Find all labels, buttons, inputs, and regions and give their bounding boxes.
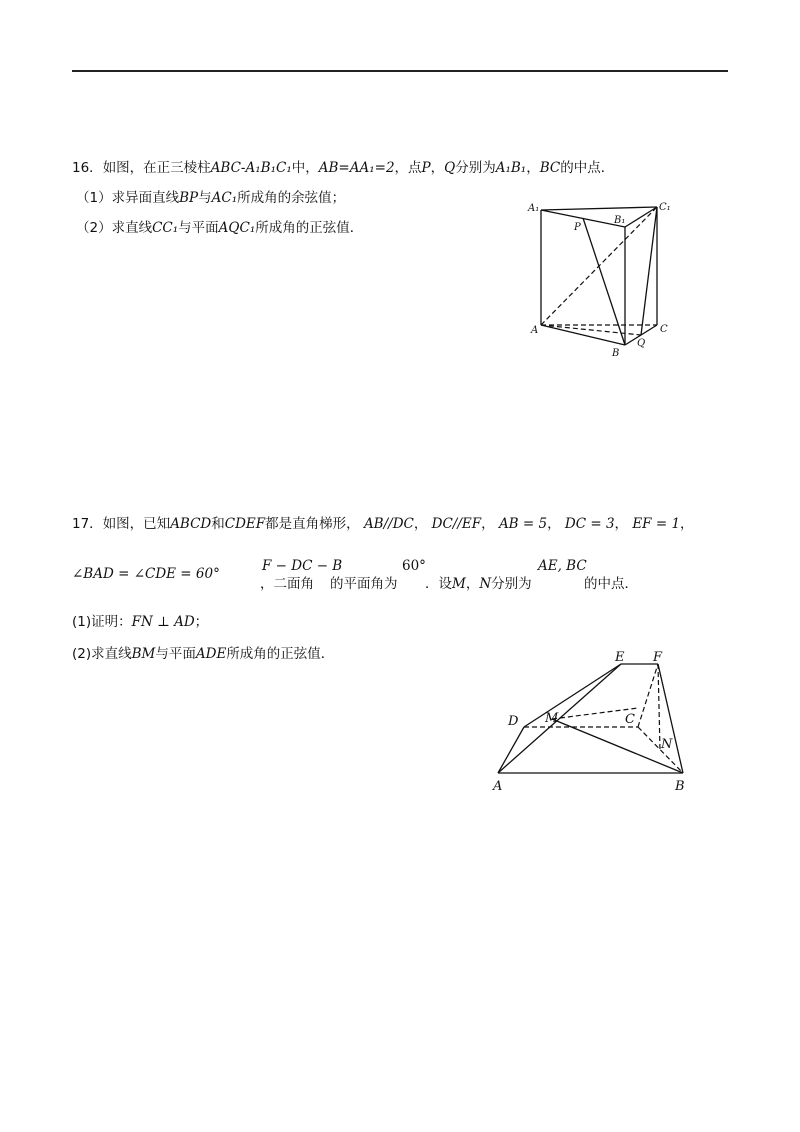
q16-part1: （1）求异面直线BP与AC₁所成角的余弦值； [76,190,346,206]
q17-let: ．设M，N分别为 [425,576,532,592]
q17-deg: 60° [402,558,426,574]
q17-dihedral-b: 的平面角为 [330,576,398,592]
trapezoid-figure [488,644,700,796]
segment-bp [583,218,625,345]
edge-de [524,664,621,727]
q17-stem-line1: 17．如图，已知ABCD和CDEF都是直角梯形， AB//DC， DC//EF， AB = 5， DC = 3， EF = 1， [72,516,694,532]
segment-aq-dashed [541,325,641,335]
segment-ac1-dashed [541,207,657,325]
label-b1: B₁ [614,215,626,226]
edge-a1c1 [541,207,657,210]
edge-fb [658,664,683,773]
label-b: B [675,779,685,794]
label-p: P [574,222,581,233]
label-e: E [615,650,625,665]
prism-figure [520,196,680,366]
q17-part1: (1)证明：FN ⊥ AD； [72,614,209,630]
q16-stem: 16．如图，在正三棱柱ABC-A₁B₁C₁中，AB=AA₁=2，点P，Q分别为A₁B₁，BC的中点． [72,160,615,176]
label-f: F [653,650,663,665]
label-c: C [625,712,635,727]
q17-dihedral-expr: F − DC − B [262,558,343,574]
label-c: C [660,324,668,335]
label-a: A [493,779,503,794]
q17-let-c: 的中点． [584,576,638,592]
label-n: N [661,737,673,752]
segment-c1q [641,207,657,335]
label-q: Q [637,338,646,349]
q17-angles: ∠BAD = ∠CDE = 60° [72,566,220,582]
edge-cf-dashed [638,664,658,727]
edge-ad [498,727,524,773]
q17-aebc: AE, BC [538,558,587,574]
q16-number: 16． [72,160,103,176]
edge-b1c1 [625,207,657,227]
label-m: M [545,711,559,726]
q17-part2: (2)求直线BM与平面ADE所成角的正弦值． [72,646,335,662]
label-b: B [612,348,620,359]
label-d: D [508,714,519,729]
q16-part2: （2）求直线CC₁与平面AQC₁所成角的正弦值． [76,220,364,236]
edge-ab [541,325,625,345]
label-a: A [531,325,539,336]
q17-number: 17． [72,516,103,532]
label-c1: C₁ [659,202,671,213]
header-rule [72,70,728,72]
q17-dihedral-a: ，二面角 [260,576,314,592]
segment-fn-dashed [658,664,660,750]
label-a1: A₁ [528,203,540,214]
